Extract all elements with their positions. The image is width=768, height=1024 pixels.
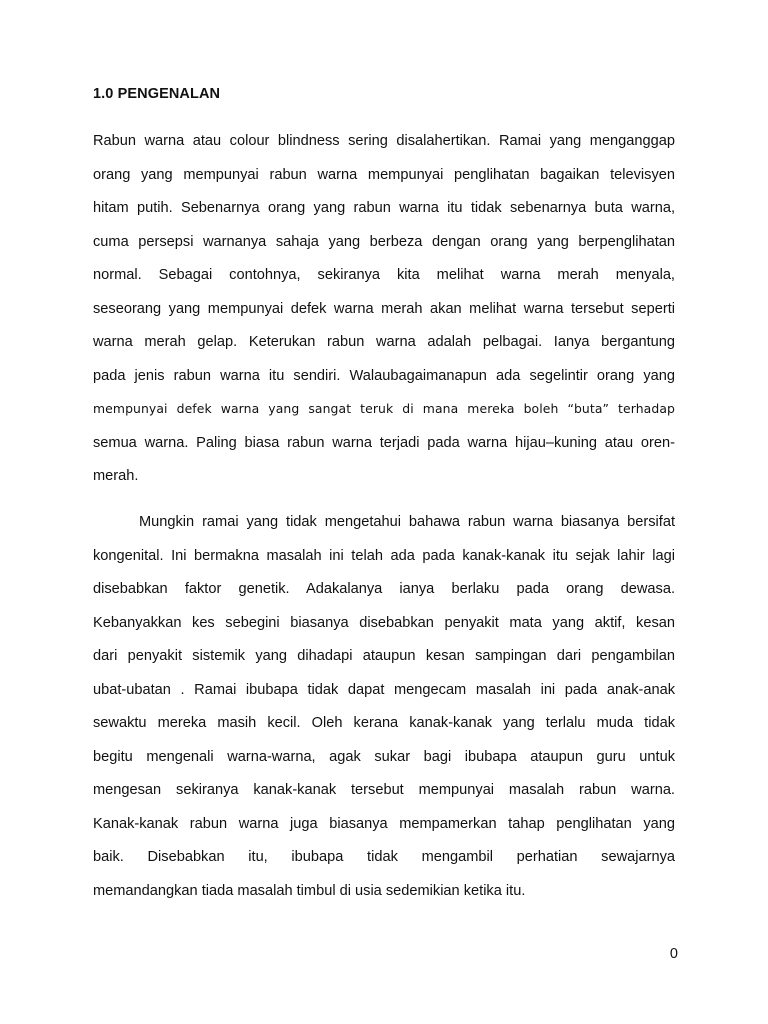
paragraph-2-line-11: baik. Disebabkan itu, ibubapa tidak mengambil perhatian sewajarnya (93, 849, 675, 865)
paragraph-1-line-10: semua warna. Paling biasa rabun warna terjadi pada warna hijau–kuning atau oren- (93, 435, 675, 451)
paragraph-1-line-9: mempunyai defek warna yang sangat teruk di mana mereka boleh “buta” terhadap (93, 401, 675, 416)
paragraph-2-line-1: Mungkin ramai yang tidak mengetahui bahawa rabun warna biasanya bersifat (139, 514, 675, 530)
paragraph-1-line-11: merah. (93, 468, 139, 484)
section-heading: 1.0 PENGENALAN (93, 86, 221, 102)
paragraph-1-line-1: Rabun warna atau colour blindness sering disalahertikan. Ramai yang menganggap (93, 133, 675, 149)
paragraph-1-line-5: normal. Sebagai contohnya, sekiranya kita melihat warna merah menyala, (93, 267, 675, 283)
paragraph-2-line-12: memandangkan tiada masalah timbul di usia sedemikian ketika itu. (93, 883, 526, 899)
paragraph-2-line-6: ubat-ubatan . Ramai ibubapa tidak dapat mengecam masalah ini pada anak-anak (93, 682, 675, 698)
paragraph-2-line-5: dari penyakit sistemik yang dihadapi ataupun kesan sampingan dari pengambilan (93, 648, 675, 664)
paragraph-1-line-6: seseorang yang mempunyai defek warna merah akan melihat warna tersebut seperti (93, 301, 675, 317)
paragraph-2-line-7: sewaktu mereka masih kecil. Oleh kerana kanak-kanak yang terlalu muda tidak (93, 715, 675, 731)
paragraph-1-line-7: warna merah gelap. Keterukan rabun warna adalah pelbagai. Ianya bergantung (93, 334, 675, 350)
paragraph-2-line-9: mengesan sekiranya kanak-kanak tersebut mempunyai masalah rabun warna. (93, 782, 675, 798)
paragraph-1-line-4: cuma persepsi warnanya sahaja yang berbeza dengan orang yang berpenglihatan (93, 234, 675, 250)
paragraph-2-line-3: disebabkan faktor genetik. Adakalanya ianya berlaku pada orang dewasa. (93, 581, 675, 597)
page-number: 0 (669, 946, 678, 962)
paragraph-1-line-3: hitam putih. Sebenarnya orang yang rabun warna itu tidak sebenarnya buta warna, (93, 200, 675, 216)
paragraph-2-line-4: Kebanyakkan kes sebegini biasanya disebabkan penyakit mata yang aktif, kesan (93, 615, 675, 631)
paragraph-2-line-2: kongenital. Ini bermakna masalah ini telah ada pada kanak-kanak itu sejak lahir lagi (93, 548, 675, 564)
paragraph-2-line-10: Kanak-kanak rabun warna juga biasanya mempamerkan tahap penglihatan yang (93, 816, 675, 832)
paragraph-1-line-2: orang yang mempunyai rabun warna mempunyai penglihatan bagaikan televisyen (93, 167, 675, 183)
paragraph-1-line-8: pada jenis rabun warna itu sendiri. Walaubagaimanapun ada segelintir orang yang (93, 368, 675, 384)
paragraph-2-line-8: begitu mengenali warna-warna, agak sukar bagi ibubapa ataupun guru untuk (93, 749, 675, 765)
